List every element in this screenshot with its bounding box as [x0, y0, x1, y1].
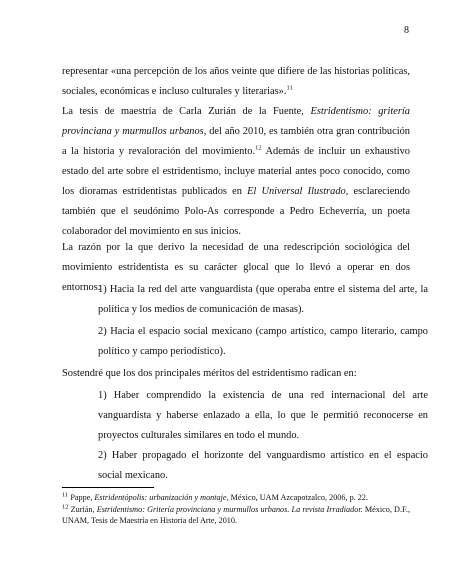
- list-2-item-2: 2) Haber propagado el horizonte del vanguardismo artístico en el espacio social mexicano.: [98, 450, 428, 481]
- footnote-11-text-a: Pappe,: [68, 493, 95, 502]
- footnote-12-text-a: Zurián,: [68, 505, 97, 514]
- footnote-divider: [62, 487, 154, 488]
- list-1-item-2: 2) Hacia el espacio social mexicano (campo artístico, campo literario, campo político y campo periodístico).: [98, 326, 428, 357]
- paragraph-4: Sostendré que los dos principales méritos del estridentismo radican en:: [62, 368, 357, 379]
- footnote-12-number: 12: [62, 503, 69, 511]
- footnote-12-title: Estridentismo: Gritería provinciana y murmullos urbanos. La revista Irradiador.: [96, 505, 363, 514]
- footnote-ref-11: 11: [286, 84, 293, 92]
- paragraph-1: [62, 62, 410, 102]
- paragraph-2: [62, 102, 410, 242]
- paragraph-2-text-a: La tesis de maestría de Carla Zurián de la Fuente,: [62, 106, 311, 117]
- paragraph-2-text-b: , del año 2010, es también otra gran contribución a la historia y revaloración del movimiento.: [62, 126, 410, 157]
- paragraph-1-text: representar «una percepción de los años veinte que difiere de las historias políticas, sociales, económicas e incluso culturales y literarias».: [62, 66, 410, 97]
- periodical-title: El Universal Ilustrado: [247, 186, 346, 197]
- page-number: 8: [404, 25, 409, 36]
- footnote-11-text-b: , México, UAM Azcapotzalco, 2006, p. 22.: [226, 493, 368, 502]
- paragraph-3: La razón por la que derivo la necesidad de una redescripción sociológica del movimiento estridentista es su carácter glocal que lo llevó a operar en dos entornos:: [62, 242, 410, 293]
- footnote-12-text-b: México, D.F., UNAM, Tesis de Maestría en Historia del Arte, 2010.: [62, 505, 410, 525]
- footnote-ref-12: 12: [255, 144, 262, 152]
- footnotes: [62, 492, 410, 527]
- footnote-12: [62, 504, 410, 526]
- footnote-11: [62, 492, 410, 503]
- footnote-11-title: Estridentópolis: urbanización y montaje: [94, 493, 227, 502]
- thesis-title: Estridentismo: gritería provinciana y murmullos urbanos: [62, 106, 410, 137]
- list-1-item-1: 1) Hacia la red del arte vanguardista (que operaba entre el sistema del arte, la política y los medios de comunicación de masas).: [98, 284, 428, 315]
- paragraph-2-text-d: , esclareciendo también que el seudónimo Polo-As corresponde a Pedro Echeverría, un poeta colaborador del movimiento en sus inicios.: [62, 186, 411, 237]
- footnote-11-number: 11: [62, 491, 69, 499]
- list-2-item-1: 1) Haber comprendido la existencia de una red internacional del arte vanguardista y haberse enlazado a ella, lo que le permitió reconocerse en proyectos culturales similares en todo el mundo.: [98, 390, 428, 441]
- paragraph-2-text-c: Además de incluir un exhaustivo estado del arte sobre el estridentismo, incluye material antes poco conocido, como los dioramas estridentistas publicados en: [62, 146, 410, 197]
